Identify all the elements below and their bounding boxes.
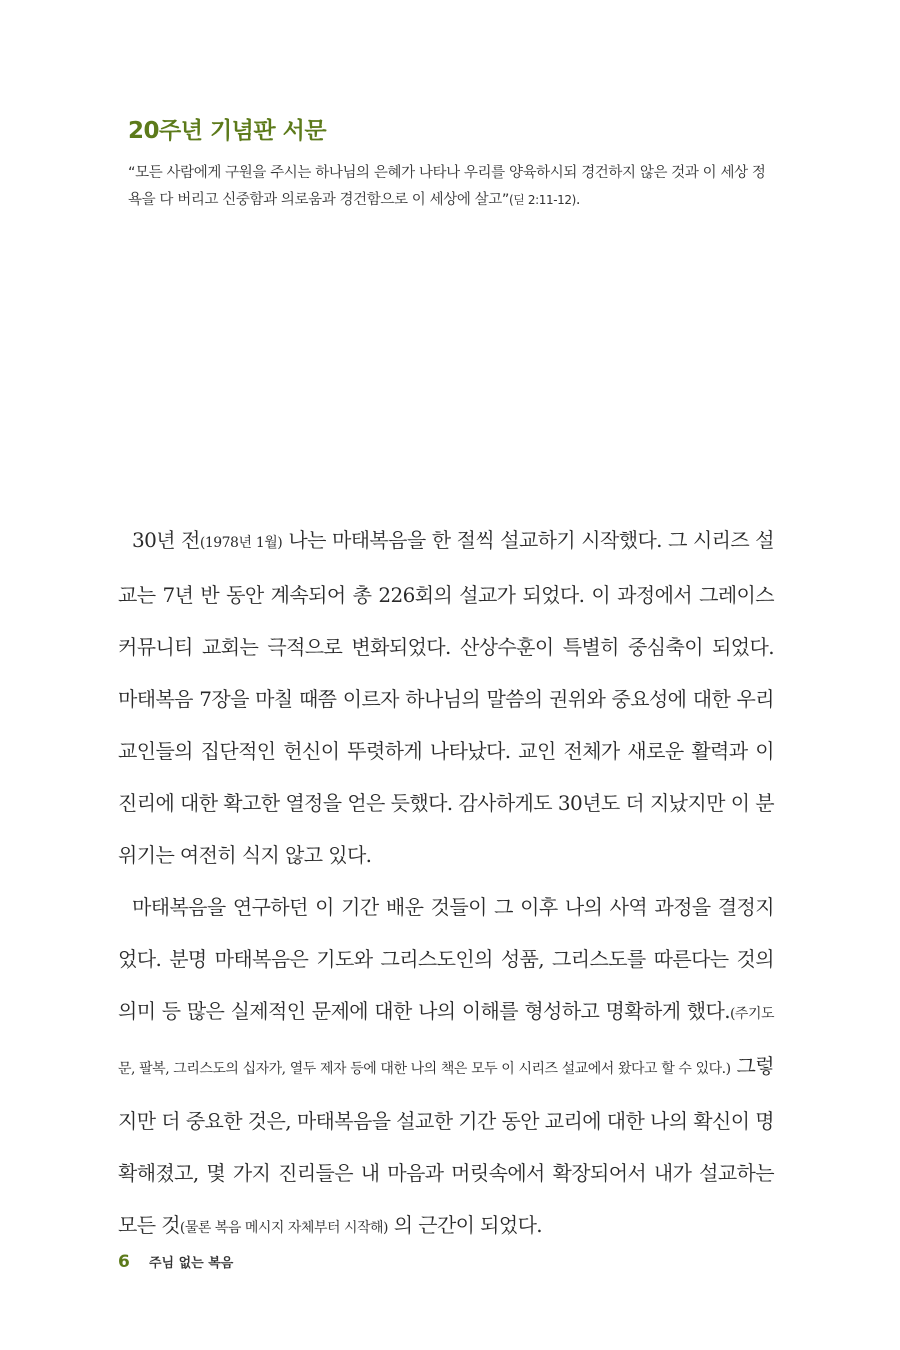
paragraph-2-text-a: 마태복음을 연구하던 이 기간 배운 것들이 그 이후 나의 사역 과정을 결정지었다. 분명 마태복음은 기도와 그리스도인의 성품, 그리스도를 따른다는 것의 의미 등 많은 실제적인 문제에 대한 나의 이해를 형성하고 명확하게 했다. <box>118 895 774 1023</box>
body-text <box>118 514 774 1254</box>
paragraph-1-date-note: (1978년 1월) <box>199 535 283 551</box>
epigraph-end: . <box>575 192 581 208</box>
paragraph-2 <box>118 881 774 1254</box>
paragraph-2-text-b: 그렇지만 더 중요한 것은, 마태복음을 설교한 기간 동안 교리에 대한 나의 확신이 명확해졌고, 몇 가지 진리들은 내 마음과 머릿속에서 확장되어서 내가 설교하는 모든 것 <box>118 1054 774 1237</box>
paragraph-1-text-b: 나는 마태복음을 한 절씩 설교하기 시작했다. 그 시리즈 설교는 7년 반 동안 계속되어 총 226회의 설교가 되었다. 이 과정에서 그레이스 커뮤니티 교회는 극적으로 변화되었다. 산상수훈이 특별히 중심축이 되었다. 마태복음 7장을 마칠 때쯤 이르자 하나님의 말씀의 권위와 중요성에 대한 우리 교인들의 집단적인 헌신이 뚜렷하게 나타났다. 교인 전체가 새로운 활력과 이 진리에 대한 확고한 열정을 얻은 듯했다. 감사하게도 30년도 더 지났지만 이 분위기는 여전히 식지 않고 있다. <box>118 528 774 867</box>
paragraph-1-text-a: 30년 전 <box>132 528 200 552</box>
epigraph-reference: (딛 2:11-12) <box>508 193 576 207</box>
epigraph-text: “모든 사람에게 구원을 주시는 하나님의 은혜가 나타나 우리를 양육하시되 경건하지 않은 것과 이 세상 정욕을 다 버리고 신중함과 의로움과 경건함으로 이 세상에 살고” <box>128 165 766 208</box>
paragraph-2-text-c: 의 근간이 되었다. <box>387 1213 543 1237</box>
epigraph-quote <box>128 160 768 214</box>
paragraph-2-gospel-note: (물론 복음 메시지 자체부터 시작해) <box>179 1220 388 1236</box>
running-book-title: 주님 없는 복음 <box>148 1256 234 1271</box>
paragraph-1 <box>118 514 774 881</box>
page-footer <box>118 1252 233 1276</box>
section-title: 20주년 기념판 서문 <box>128 118 327 144</box>
paragraph-2-books-note: (주기도문, 팔복, 그리스도의 십자가, 열두 제자 등에 대한 나의 책은 모두 이 시리즈 설교에서 왔다고 할 수 있다.) <box>118 1006 774 1077</box>
page-number: 6 <box>118 1252 130 1272</box>
